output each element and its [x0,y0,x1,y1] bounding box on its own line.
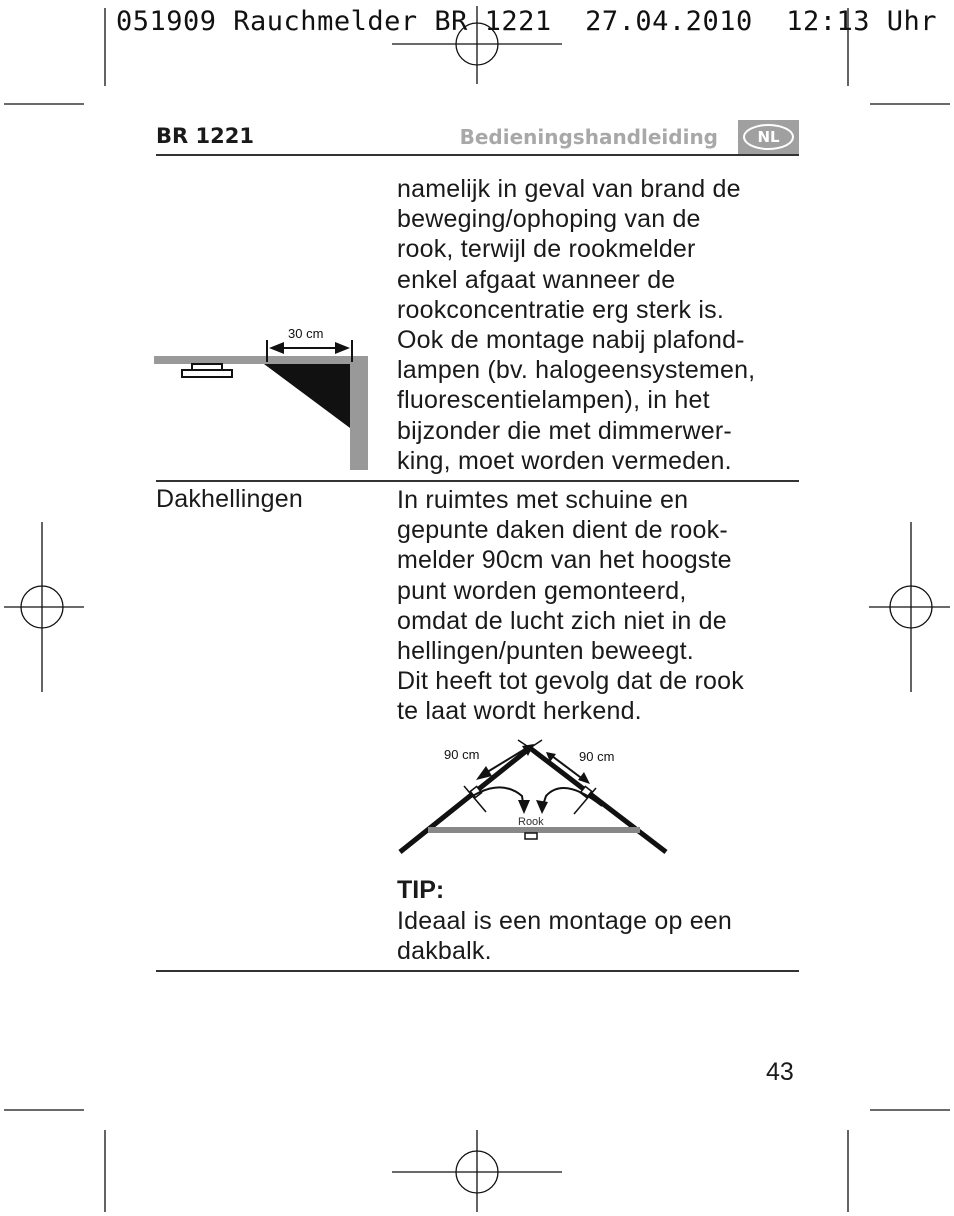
model-name: BR 1221 [156,124,254,148]
header-rule [156,154,799,156]
section-paragraph-ceiling: namelijk in geval van brand de beweging/ophoping van de rook, terwijl de rookmelder enkel afgaat wanneer de rookconcentratie erg sterk is. Ook de montage nabij plafond- lampen (bv. halogeensystemen, fluorescentielampen), in het bijzonder die met dimmerwer- king, moet worden vermeden. [397,175,756,475]
page-number: 43 [766,1058,794,1086]
print-slug: 051909 Rauchmelder BR 1221 27.04.2010 12:13 Uhr [116,6,938,37]
tip-heading: TIP: [397,876,445,904]
manual-title: Bedieningshandleiding [459,125,718,149]
right-distance-label: 90 cm [579,749,615,764]
language-badge [738,120,799,154]
row-label-roof-slopes: Dakhellingen [156,485,303,513]
language-badge-label: NL [743,124,794,150]
section-rule [156,480,799,482]
section-paragraph-roof-slopes: In ruimtes met schuine en gepunte daken dient de rook- melder 90cm van het hoogste punt worden gemonteerd, omdat de lucht zich niet in de hellingen/punten beweegt. Dit heeft tot gevolg dat de rook te laat wordt herkend. [397,486,744,726]
smoke-label: Rook [518,816,544,828]
distance-label: 30 cm [288,326,324,341]
left-distance-label: 90 cm [444,747,480,762]
bottom-rule [156,970,799,972]
ceiling-corner-figure [154,326,374,470]
tip-text: Ideaal is een montage op een dakbalk. [397,907,733,966]
roof-slope-figure [396,734,676,858]
